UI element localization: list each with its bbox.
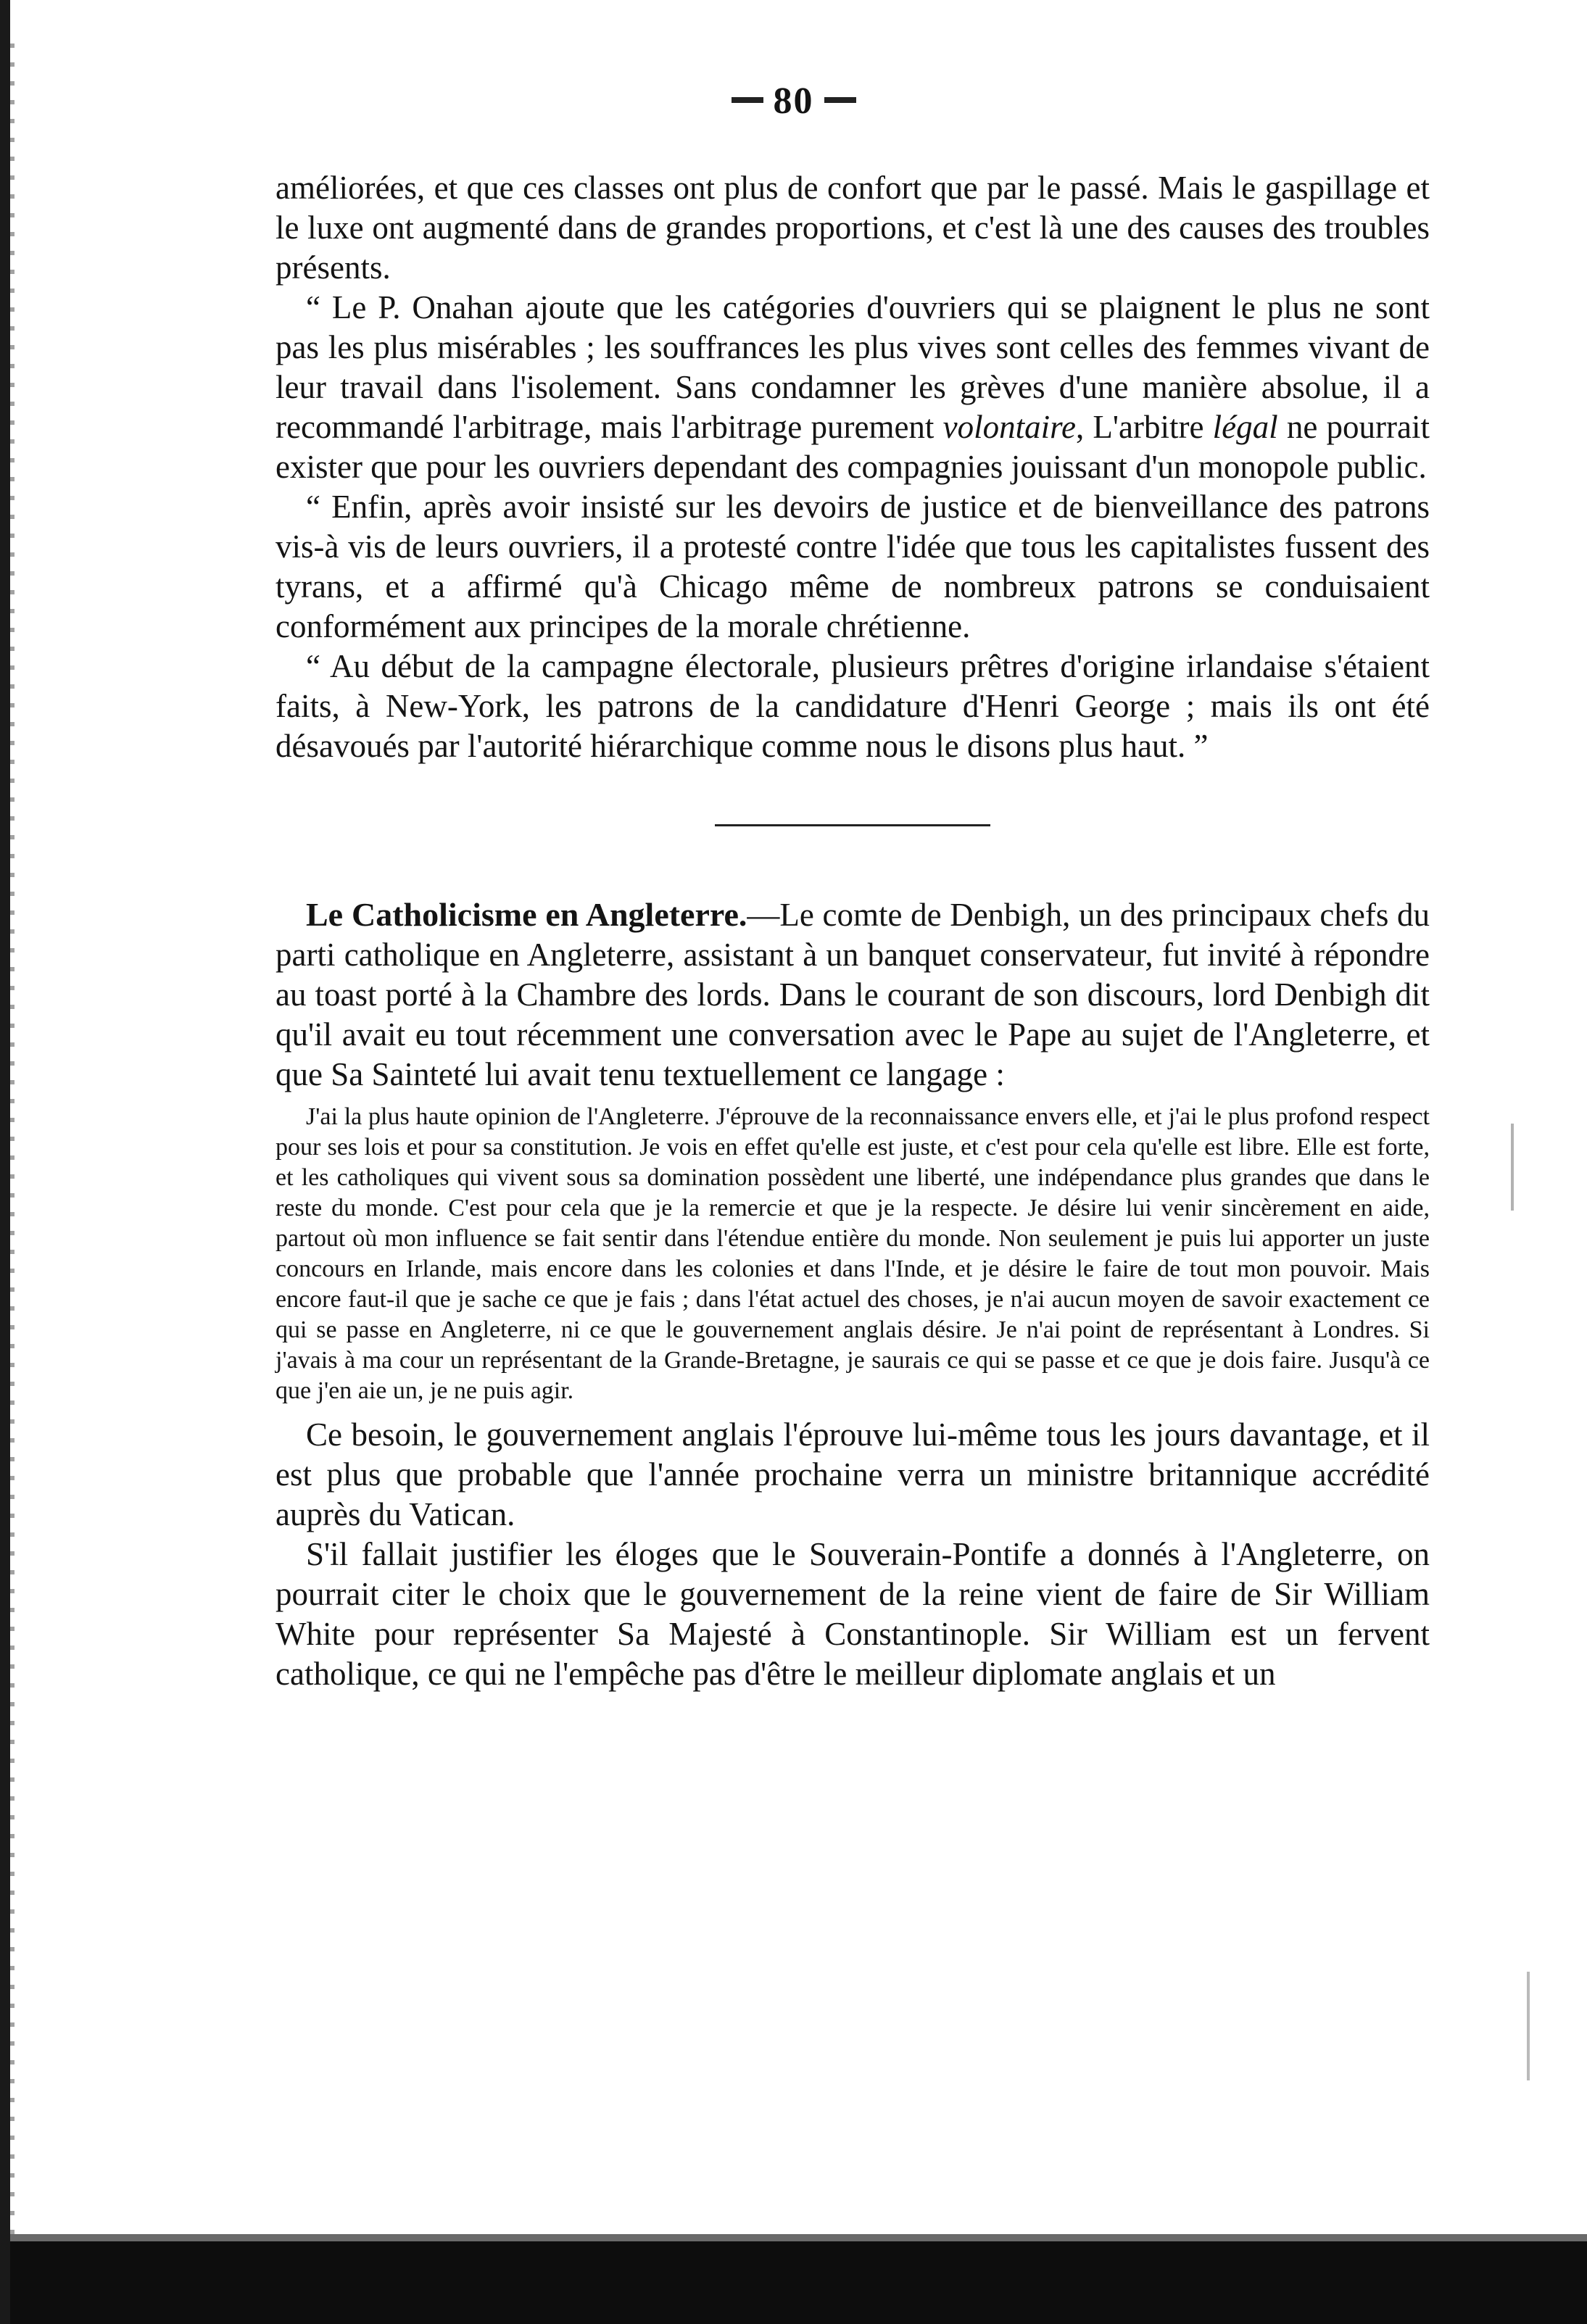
section-intro-paragraph xyxy=(275,895,1430,1095)
paragraph-enfin: “ Enfin, après avoir insisté sur les devoirs de justice et de bienveillance des patrons vis-à vis de leurs ouvriers, il a protesté contre l'idée que tous les capitalistes fussent des tyrans, et a affirmé qu'à Chicago même de nombreux patrons se conduisaient conformément aux principes de la morale chrétienne. xyxy=(275,489,1430,644)
paragraph-continued: améliorées, et que ces classes ont plus de confort que par le passé. Mais le gaspillage et le luxe ont augmenté dans de grandes proportions, et c'est là une des causes des troubles présents. xyxy=(275,170,1430,286)
section-title: Le Catholicisme en Angleterre. xyxy=(306,896,747,933)
paragraph-besoin: Ce besoin, le gouvernement anglais l'éprouve lui-même tous les jours davantage, et il est plus que probable que l'année prochaine verra un ministre britannique accrédité auprès du Vatican. xyxy=(275,1416,1430,1532)
scan-artifact xyxy=(1527,1972,1530,2080)
onahan-text-2: , L'arbitre xyxy=(1075,409,1213,445)
section-divider xyxy=(715,824,990,826)
text-column xyxy=(275,168,1430,1694)
scan-bottom-bar xyxy=(10,2234,1587,2324)
pope-quote: J'ai la plus haute opinion de l'Angleterre. J'éprouve de la reconnaissance envers elle, et j'ai le plus profond respect pour ses lois et pour sa constitution. Je vois en effet qu'elle est juste, et c'est pour cela qu'elle est libre. Elle est forte, et les catholiques qui vivent sous sa domination possèdent une liberté, une indépendance plus grandes que dans le reste du monde. C'est pour cela que je la remercie et que je la respecte. Je désire lui venir sincèrement en aide, partout où mon influence se fait sentir dans l'étendue entière du monde. Non seulement je puis lui apporter un juste concours en Irlande, mais encore dans les colonies et dans l'Inde, et je désire le faire de tout mon pouvoir. Mais encore faut-il que je sache ce que je fais ; dans l'état actuel des choses, je n'ai aucun moyen de savoir exactement ce qui se passe en Angleterre, ni ce que le gouvernement anglais désire. Je n'ai point de représentant à Londres. Si j'avais à ma cour un représentant de la Grande-Bretagne, je saurais ce qui se passe et ce que je dois faire. Jusqu'à ce que j'en aie un, je ne puis agir. xyxy=(275,1103,1430,1404)
ornament-dash-right xyxy=(824,97,856,103)
section-intro-text: —Le comte de Denbigh, un des principaux chefs du parti catholique en Angleterre, assistant à un banquet conservateur, fut invité à répondre au toast porté à la Chambre des lords. Dans le courant de son discours, lord Denbigh dit qu'il avait eu tout récemment une conversation avec le Pape au sujet de l'Angleterre, et que Sa Sainteté lui avait tenu textuellement ce langage : xyxy=(275,897,1430,1092)
onahan-italic-legal: légal xyxy=(1212,409,1278,445)
scan-artifact xyxy=(1511,1124,1514,1211)
scan-left-edge xyxy=(0,0,10,2324)
onahan-text-1: “ Le P. Onahan ajoute que les catégories d'ouvriers qui se plaignent le plus ne sont pas les plus misérables ; les souffrances les plus vives sont celles des femmes vivant de leur travail dans l'isolement. Sans condamner les grèves d'une manière absolue, il a recommandé l'arbitrage, mais l'arbitrage purement xyxy=(275,289,1430,445)
ornament-dash-left xyxy=(732,97,763,103)
paragraph-eloges: S'il fallait justifier les éloges que le Souverain-Pontife a donnés à l'Angleterre, on pourrait citer le choix que le gouvernement de la reine vient de faire de Sir William White pour représenter Sa Majesté à Constantinople. Sir William est un fervent catholique, ce qui ne l'empêche pas d'être le meilleur diplomate anglais et un xyxy=(275,1536,1430,1692)
page-number-header xyxy=(0,80,1587,123)
onahan-text-3: ne pourrait exister que pour les ouvriers dependant des compagnies jouissant d'un monopole public. xyxy=(275,409,1430,485)
onahan-italic-volontaire: volontaire xyxy=(942,409,1076,445)
page-number: 80 xyxy=(773,80,814,122)
paragraph-onahan xyxy=(275,288,1430,487)
paragraph-campagne: “ Au début de la campagne électorale, plusieurs prêtres d'origine irlandaise s'étaient faits, à New-York, les patrons de la candidature d'Henri George ; mais ils ont été désavoués par l'autorité hiérarchique comme nous le disons plus haut. ” xyxy=(275,648,1430,764)
